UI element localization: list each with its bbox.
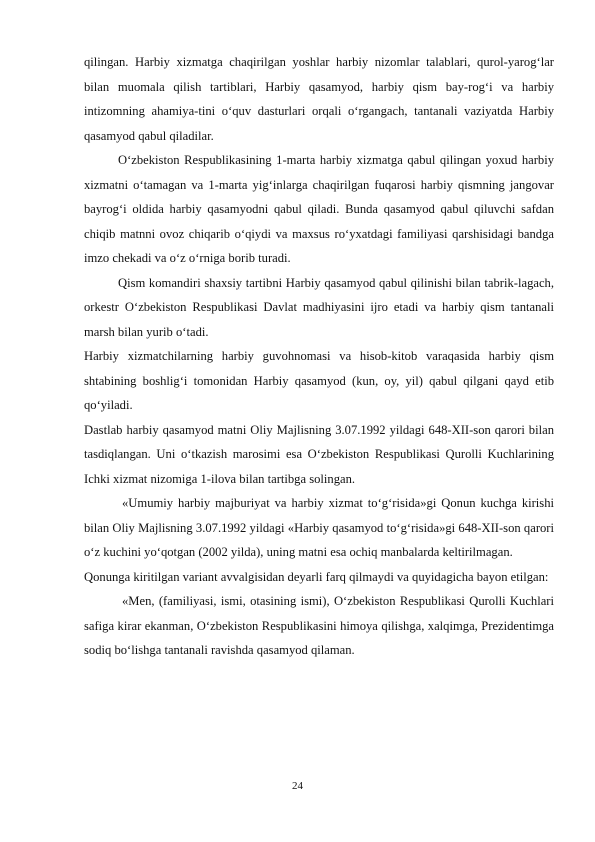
page-number: 24: [292, 780, 303, 792]
paragraph-1: qilingan. Harbiy xizmatga chaqirilgan yoshlar harbiy nizomlar talablari, qurol-yarog‘lar bilan muomala qilish tartiblari, Harbiy qasamyod, harbiy qism bay-rog‘i va harbiy intizomning ahamiya-tini o‘quv dasturlari orqali o‘rgangach, tantanali vaziyatda Harbiy qasamyod qabul qiladilar.: [84, 55, 554, 143]
paragraph-8: «Men, (familiyasi, ismi, otasining ismi), O‘zbekiston Respublikasi Qurolli Kuchlari safiga kirar ekanman, O‘zbekiston Respublikasini himoya qilishga, xalqimga, Prezidentimga sodiq bo‘lishga tantanali ravishda qasamyod qilaman.: [84, 594, 554, 657]
paragraph-4: Harbiy xizmatchilarning harbiy guvohnomasi va hisob-kitob varaqasida harbiy qism shtabining boshlig‘i tomonidan Harbiy qasamyod (kun, oy, yil) qabul qilgani qayd etib qo‘yiladi.: [84, 349, 554, 412]
paragraph-3: Qism komandiri shaxsiy tartibni Harbiy qasamyod qabul qilinishi bilan tabrik-lagach, orkestr O‘zbekiston Respublikasi Davlat madhiyasini ijro etadi va harbiy qism tantanali marsh bilan yurib o‘tadi.: [84, 275, 554, 339]
paragraph-7: Qonunga kiritilgan variant avvalgisidan deyarli farq qilmaydi va quyidagicha bayon etilgan:: [84, 569, 549, 584]
paragraph-6: «Umumiy harbiy majburiyat va harbiy xizmat to‘g‘risida»gi Qonun kuchga kirishi bilan Oliy Majlisning 3.07.1992 yildagi «Harbiy qasamyod to‘g‘risida»gi 648-XII-son qarori o‘z kuchini yo‘qotgan (2002 yilda), uning matni esa ochiq manbalarda keltirilmagan.: [84, 496, 554, 559]
paragraph-5: Dastlab harbiy qasamyod matni Oliy Majlisning 3.07.1992 yildagi 648-XII-son qarori bilan tasdiqlangan. Uni o‘tkazish marosimi esa O‘zbekiston Respublikasi Qurolli Kuchlarining Ichki xizmat nizomiga 1-ilova bilan tartibga solingan.: [84, 422, 554, 486]
paragraph-2: O‘zbekiston Respublikasining 1-marta harbiy xizmatga qabul qilingan yoxud harbiy xizmatni o‘tamagan va 1-marta yig‘inlarga chaqirilgan fuqarosi harbiy qismning jangovar bayrog‘i oldida harbiy qasamyodni qabul qiladi. Bunda qasamyod qabul qiluvchi safdan chiqib matnni ovoz chiqarib o‘qiydi va maxsus ro‘yxatdagi familiyasi qarshisidagi bandga imzo chekadi va o‘z o‘rniga borib turadi.: [84, 153, 554, 265]
document-page: [84, 50, 554, 663]
